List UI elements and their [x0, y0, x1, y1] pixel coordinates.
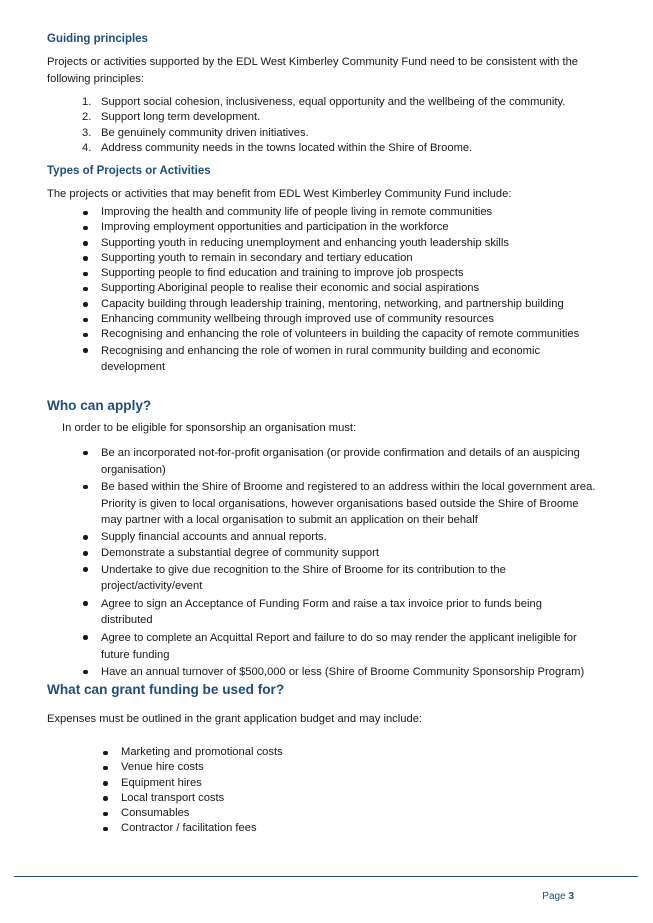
list-item: Consumables	[121, 806, 521, 821]
bullet-icon	[103, 796, 108, 801]
list-item: Agree to complete an Acquittal Report and failure to do so may render the applicant ineligible for future funding	[101, 630, 596, 663]
who-can-apply-heading: Who can apply?	[47, 398, 152, 413]
bullet-icon	[83, 211, 88, 216]
page-number-value: 3	[568, 891, 574, 902]
grant-funding-list	[121, 745, 521, 837]
list-item: 3. Be genuinely community driven initiatives.	[82, 126, 309, 139]
bullet-icon	[83, 535, 88, 540]
list-item: Contractor / facilitation fees	[121, 821, 521, 836]
bullet-icon	[83, 635, 88, 640]
list-item: Local transport costs	[121, 791, 521, 806]
types-list	[101, 205, 591, 376]
bullet-icon	[83, 272, 88, 277]
guiding-principles-intro: Projects or activities supported by the EDL West Kimberley Community Fund need to be consistent with the following principles:	[47, 56, 579, 85]
list-item: Supporting people to find education and training to improve job prospects	[101, 266, 591, 281]
bullet-icon	[83, 348, 88, 353]
list-item: Have an annual turnover of $500,000 or less (Shire of Broome Community Sponsorship Program)	[101, 664, 596, 681]
list-item: Be an incorporated not-for-profit organisation (or provide confirmation and details of an auspicing organisation)	[101, 445, 596, 478]
list-item: Recognising and enhancing the role of volunteers in building the capacity of remote communities	[101, 327, 591, 342]
bullet-icon	[83, 451, 88, 456]
list-item: Be based within the Shire of Broome and registered to an address within the local government area. Priority is given to local organisations, however organisations based outside the Shire of Broome may partner with a local organisation to submit an application on their behalf	[101, 479, 596, 529]
list-item: Marketing and promotional costs	[121, 745, 521, 760]
list-item: Recognising and enhancing the role of women in rural community building and economic development	[101, 343, 591, 376]
list-item: Supporting Aboriginal people to realise their economic and social aspirations	[101, 281, 591, 296]
guiding-principles-list	[82, 95, 581, 156]
page-number	[542, 891, 574, 902]
bullet-icon	[83, 318, 88, 323]
bullet-icon	[83, 485, 88, 490]
bullet-icon	[103, 766, 108, 771]
bullet-icon	[83, 287, 88, 292]
bullet-icon	[83, 241, 88, 246]
list-item: Capacity building through leadership training, mentoring, networking, and partnership building	[101, 297, 591, 312]
list-item: Equipment hires	[121, 776, 521, 791]
list-item: Supporting youth to remain in secondary and tertiary education	[101, 251, 591, 266]
who-can-apply-intro: In order to be eligible for sponsorship an organisation must:	[62, 422, 357, 434]
bullet-icon	[83, 567, 88, 572]
bullet-icon	[83, 551, 88, 556]
list-item: Demonstrate a substantial degree of community support	[101, 546, 596, 562]
bullet-icon	[83, 226, 88, 231]
bullet-icon	[83, 333, 88, 338]
types-heading: Types of Projects or Activities	[47, 165, 211, 177]
bullet-icon	[83, 601, 88, 606]
list-item: Supporting youth in reducing unemployment and enhancing youth leadership skills	[101, 236, 591, 251]
page-label: Page	[542, 891, 566, 902]
list-item: Improving employment opportunities and participation in the workforce	[101, 220, 591, 235]
list-item: Improving the health and community life of people living in remote communities	[101, 205, 591, 220]
list-item: 1. Support social cohesion, inclusiveness, equal opportunity and the wellbeing of the community.	[82, 96, 566, 108]
bullet-icon	[103, 781, 108, 786]
list-item: 2. Support long term development.	[82, 111, 261, 124]
bullet-icon	[83, 302, 88, 307]
list-item: Agree to sign an Acceptance of Funding Form and raise a tax invoice prior to funds being distributed	[101, 596, 596, 629]
footer-divider	[14, 876, 638, 877]
list-item: Enhancing community wellbeing through improved use of community resources	[101, 312, 591, 327]
bullet-icon	[83, 670, 88, 675]
bullet-icon	[103, 812, 108, 817]
guiding-principles-heading: Guiding principles	[47, 33, 148, 45]
types-intro: The projects or activities that may benefit from EDL West Kimberley Community Fund include:	[47, 188, 512, 200]
grant-funding-heading: What can grant funding be used for?	[47, 682, 285, 697]
list-item: 4. Address community needs in the towns located within the Shire of Broome.	[82, 141, 473, 154]
list-item: Undertake to give due recognition to the Shire of Broome for its contribution to the project/activity/event	[101, 562, 596, 595]
bullet-icon	[103, 827, 108, 832]
list-item: Supply financial accounts and annual reports.	[101, 530, 596, 546]
bullet-icon	[103, 751, 108, 756]
bullet-icon	[83, 256, 88, 261]
list-item: Venue hire costs	[121, 760, 521, 775]
grant-funding-intro: Expenses must be outlined in the grant application budget and may include:	[47, 713, 423, 725]
who-can-apply-list	[101, 445, 596, 681]
